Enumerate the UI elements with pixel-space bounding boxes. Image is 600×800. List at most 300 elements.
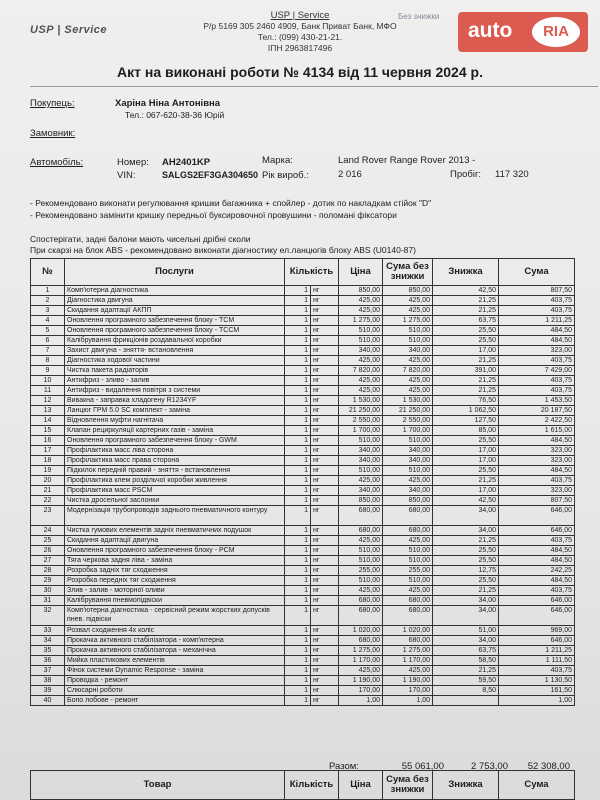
row-service: Розробка передніх тяг сходження <box>65 576 285 586</box>
row-unit: нг <box>311 566 339 576</box>
row-price: 255,00 <box>339 566 383 576</box>
row-discount <box>433 696 499 706</box>
table-row <box>31 506 575 526</box>
row-service: Захист двигуна - зняття- встановлення <box>65 346 285 356</box>
row-price: 510,00 <box>339 436 383 446</box>
row-service: Профілактика клем роздільчої коробки живлення <box>65 476 285 486</box>
row-quantity: 1 <box>285 476 311 486</box>
row-quantity: 1 <box>285 696 311 706</box>
row-sum-no-discount: 340,00 <box>383 456 433 466</box>
company-logo: USP | Service <box>30 24 108 36</box>
row-number: 6 <box>31 336 65 346</box>
row-number: 10 <box>31 376 65 386</box>
row-discount: 63,75 <box>433 646 499 656</box>
row-discount: 25,50 <box>433 326 499 336</box>
col-number-header: № <box>31 259 65 286</box>
row-unit: нг <box>311 406 339 416</box>
row-sum: 484,50 <box>499 436 575 446</box>
row-price: 425,00 <box>339 306 383 316</box>
row-service: Мийка пластикових елементів <box>65 656 285 666</box>
row-service: Оновлення програмного забезпечення блоку - PCM <box>65 546 285 556</box>
buyer-name: Харіна Ніна Антонівна <box>115 98 221 109</box>
row-sum-no-discount: 425,00 <box>383 356 433 366</box>
row-number: 15 <box>31 426 65 436</box>
row-number: 29 <box>31 576 65 586</box>
total-no-discount: 55 061,00 <box>401 761 444 772</box>
table-row <box>31 656 575 666</box>
row-price: 1,00 <box>339 696 383 706</box>
row-sum-no-discount: 425,00 <box>383 666 433 676</box>
row-sum: 646,00 <box>499 506 575 526</box>
row-service: Калібрування пневмопідвіски <box>65 596 285 606</box>
row-number: 37 <box>31 666 65 676</box>
row-sum-no-discount: 425,00 <box>383 386 433 396</box>
row-number: 11 <box>31 386 65 396</box>
row-discount: 391,00 <box>433 366 499 376</box>
row-unit: нг <box>311 666 339 676</box>
row-number: 23 <box>31 506 65 526</box>
row-sum-no-discount: 425,00 <box>383 586 433 596</box>
row-unit: нг <box>311 346 339 356</box>
row-price: 680,00 <box>339 596 383 606</box>
row-unit: нг <box>311 396 339 406</box>
row-quantity: 1 <box>285 366 311 376</box>
row-number: 25 <box>31 536 65 546</box>
table-row <box>31 466 575 476</box>
row-sum: 484,50 <box>499 546 575 556</box>
row-number: 34 <box>31 636 65 646</box>
row-sum-no-discount: 850,00 <box>383 496 433 506</box>
row-quantity: 1 <box>285 496 311 506</box>
row-sum: 403,75 <box>499 666 575 676</box>
row-service: Чистка гумових елементів задніх пневматичних подушок <box>65 526 285 536</box>
row-price: 425,00 <box>339 476 383 486</box>
row-quantity: 1 <box>285 346 311 356</box>
row-quantity: 1 <box>285 626 311 636</box>
row-service: Розвал сходження 4х коліс <box>65 626 285 636</box>
company-phone: Тел.: (099) 430-21-21. <box>257 32 343 42</box>
row-discount: 25,50 <box>433 336 499 346</box>
row-price: 425,00 <box>339 296 383 306</box>
row-price: 510,00 <box>339 326 383 336</box>
row-sum-no-discount: 425,00 <box>383 296 433 306</box>
row-sum-no-discount: 680,00 <box>383 526 433 536</box>
row-quantity: 1 <box>285 296 311 306</box>
row-discount: 34,00 <box>433 596 499 606</box>
row-discount: 25,50 <box>433 466 499 476</box>
row-unit: нг <box>311 686 339 696</box>
row-sum: 403,75 <box>499 296 575 306</box>
row-sum-no-discount: 170,00 <box>383 686 433 696</box>
row-price: 425,00 <box>339 666 383 676</box>
row-price: 21 250,00 <box>339 406 383 416</box>
row-price: 1 275,00 <box>339 316 383 326</box>
row-discount: 34,00 <box>433 606 499 626</box>
row-quantity: 1 <box>285 416 311 426</box>
row-service: Прокачка активного стабілізатора - комп'ютерна <box>65 636 285 646</box>
goods-col-sum-no-discount: Сума без знижки <box>383 771 433 800</box>
row-sum-no-discount: 425,00 <box>383 306 433 316</box>
row-price: 680,00 <box>339 506 383 526</box>
table-row <box>31 496 575 506</box>
tax-id: ІПН 2963817496 <box>267 43 333 53</box>
vin-label: VIN: <box>117 170 136 181</box>
row-sum-no-discount: 510,00 <box>383 556 433 566</box>
table-row <box>31 566 575 576</box>
row-price: 680,00 <box>339 636 383 646</box>
row-service: Комп'ютерна діагностика <box>65 286 285 296</box>
row-quantity: 1 <box>285 446 311 456</box>
col-sum-no-discount-header: Сума без знижки <box>383 259 433 286</box>
row-sum-no-discount: 1 700,00 <box>383 426 433 436</box>
table-row <box>31 316 575 326</box>
ria-logo: RIA <box>532 17 580 47</box>
row-number: 14 <box>31 416 65 426</box>
row-number: 24 <box>31 526 65 536</box>
row-sum: 1 453,50 <box>499 396 575 406</box>
row-quantity: 1 <box>285 436 311 446</box>
row-price: 850,00 <box>339 286 383 296</box>
row-unit: нг <box>311 496 339 506</box>
row-discount: 21,25 <box>433 386 499 396</box>
row-price: 340,00 <box>339 486 383 496</box>
row-number: 5 <box>31 326 65 336</box>
row-sum: 484,50 <box>499 576 575 586</box>
row-discount: 34,00 <box>433 636 499 646</box>
row-price: 7 820,00 <box>339 366 383 376</box>
table-row <box>31 446 575 456</box>
row-sum: 161,50 <box>499 686 575 696</box>
row-sum: 1 130,50 <box>499 676 575 686</box>
row-price: 425,00 <box>339 376 383 386</box>
col-price-header: Ціна <box>339 259 383 286</box>
row-number: 1 <box>31 286 65 296</box>
row-price: 1 700,00 <box>339 426 383 436</box>
row-price: 510,00 <box>339 576 383 586</box>
row-discount: 127,50 <box>433 416 499 426</box>
row-discount: 17,00 <box>433 446 499 456</box>
goods-col-price: Ціна <box>339 771 383 800</box>
row-service: Профілактика масс PSCM <box>65 486 285 496</box>
row-service: Відновлення муфти нагнітача <box>65 416 285 426</box>
row-unit: нг <box>311 626 339 636</box>
title-divider <box>30 86 598 87</box>
row-sum-no-discount: 1 275,00 <box>383 646 433 656</box>
company-name: USP | Service <box>270 10 330 21</box>
row-quantity: 1 <box>285 396 311 406</box>
row-quantity: 1 <box>285 426 311 436</box>
row-quantity: 1 <box>285 306 311 316</box>
row-sum: 403,75 <box>499 376 575 386</box>
row-service: Проводка - ремонт <box>65 676 285 686</box>
row-unit: нг <box>311 446 339 456</box>
row-quantity: 1 <box>285 376 311 386</box>
row-discount: 59,50 <box>433 676 499 686</box>
col-sum-header: Сума <box>499 259 575 286</box>
row-price: 680,00 <box>339 606 383 626</box>
table-row <box>31 586 575 596</box>
vin-number: SALGS2EF3GA304650 <box>162 170 259 180</box>
row-price: 850,00 <box>339 496 383 506</box>
row-sum: 1 211,25 <box>499 316 575 326</box>
row-quantity: 1 <box>285 466 311 476</box>
row-quantity: 1 <box>285 646 311 656</box>
table-row <box>31 556 575 566</box>
row-discount: 17,00 <box>433 346 499 356</box>
row-sum-no-discount: 510,00 <box>383 326 433 336</box>
row-unit: нг <box>311 676 339 686</box>
table-row <box>31 456 575 466</box>
row-unit: нг <box>311 476 339 486</box>
row-quantity: 1 <box>285 336 311 346</box>
row-number: 9 <box>31 366 65 376</box>
row-discount: 58,50 <box>433 656 499 666</box>
row-discount: 21,25 <box>433 356 499 366</box>
row-service: Підкилок передній правий - зняття - встановлення <box>65 466 285 476</box>
row-sum-no-discount: 1 275,00 <box>383 316 433 326</box>
table-row <box>31 576 575 586</box>
row-sum-no-discount: 510,00 <box>383 466 433 476</box>
row-sum-no-discount: 850,00 <box>383 286 433 296</box>
row-number: 17 <box>31 446 65 456</box>
goods-header-row <box>31 771 575 800</box>
col-service-header: Послуги <box>65 259 285 286</box>
row-quantity: 1 <box>285 406 311 416</box>
row-number: 13 <box>31 406 65 416</box>
row-service: Антифриз - видалення повітря з системи <box>65 386 285 396</box>
row-discount: 17,00 <box>433 486 499 496</box>
row-service: Оновлення програмного забезпечення блоку - TCM <box>65 316 285 326</box>
row-quantity: 1 <box>285 586 311 596</box>
table-row <box>31 286 575 296</box>
total-discount: 2 753,00 <box>471 761 508 772</box>
row-service: Скидання адаптації АКПП <box>65 306 285 316</box>
row-service: Чистка дросельної заслонки <box>65 496 285 506</box>
row-number: 40 <box>31 696 65 706</box>
row-number: 32 <box>31 606 65 626</box>
row-price: 425,00 <box>339 386 383 396</box>
note-2: - Рекомендовано замінити кришку передньої буксировочної провушини - поломані фіксатори <box>30 210 397 220</box>
row-sum-no-discount: 680,00 <box>383 596 433 606</box>
row-sum-no-discount: 680,00 <box>383 506 433 526</box>
row-sum: 646,00 <box>499 636 575 646</box>
row-number: 39 <box>31 686 65 696</box>
table-row <box>31 426 575 436</box>
row-sum: 969,00 <box>499 626 575 636</box>
row-price: 170,00 <box>339 686 383 696</box>
note-1: - Рекомендовано виконати регулювання кришки багажника + спойлер - дотик по накладкам стійок "D" <box>30 198 432 208</box>
row-quantity: 1 <box>285 656 311 666</box>
row-quantity: 1 <box>285 486 311 496</box>
table-row <box>31 336 575 346</box>
row-sum-no-discount: 425,00 <box>383 536 433 546</box>
table-row <box>31 476 575 486</box>
row-service: Комп'ютерна діагностика - сервісний режим жорстких допусків пнев. підвіски <box>65 606 285 626</box>
row-unit: нг <box>311 636 339 646</box>
table-row <box>31 346 575 356</box>
row-quantity: 1 <box>285 456 311 466</box>
row-unit: нг <box>311 466 339 476</box>
row-unit: нг <box>311 596 339 606</box>
row-sum-no-discount: 255,00 <box>383 566 433 576</box>
row-price: 510,00 <box>339 336 383 346</box>
row-price: 1 170,00 <box>339 656 383 666</box>
row-sum-no-discount: 1 190,00 <box>383 676 433 686</box>
row-sum-no-discount: 1 530,00 <box>383 396 433 406</box>
row-price: 425,00 <box>339 586 383 596</box>
row-unit: нг <box>311 646 339 656</box>
row-discount: 8,50 <box>433 686 499 696</box>
row-unit: нг <box>311 296 339 306</box>
row-quantity: 1 <box>285 666 311 676</box>
row-unit: нг <box>311 356 339 366</box>
row-quantity: 1 <box>285 676 311 686</box>
buyer-phone: Тел.: 067-620-38-36 Юрій <box>125 110 225 120</box>
bank-details: Р/р 5169 305 2460 4909, Банк Приват Банк, МФО <box>203 21 397 31</box>
row-service: Прокачка активного стабілізатора - механічна <box>65 646 285 656</box>
table-header-row <box>31 259 575 286</box>
row-discount: 12,75 <box>433 566 499 576</box>
row-sum: 323,00 <box>499 486 575 496</box>
row-discount: 21,25 <box>433 476 499 486</box>
row-unit: нг <box>311 536 339 546</box>
row-discount: 25,50 <box>433 546 499 556</box>
row-price: 340,00 <box>339 456 383 466</box>
row-discount: 21,25 <box>433 306 499 316</box>
table-row <box>31 526 575 536</box>
row-unit: нг <box>311 506 339 526</box>
col-quantity-header: Кількість <box>285 259 339 286</box>
row-quantity: 1 <box>285 606 311 626</box>
row-service: Калібрування фрикціонів роздавальної коробки <box>65 336 285 346</box>
row-discount: 21,25 <box>433 586 499 596</box>
row-sum: 323,00 <box>499 456 575 466</box>
row-service: Чистка пакета радіаторів <box>65 366 285 376</box>
row-unit: нг <box>311 376 339 386</box>
row-sum-no-discount: 680,00 <box>383 606 433 626</box>
row-unit: нг <box>311 316 339 326</box>
row-sum: 7 429,00 <box>499 366 575 376</box>
row-number: 2 <box>31 296 65 306</box>
row-sum-no-discount: 2 550,00 <box>383 416 433 426</box>
row-number: 20 <box>31 476 65 486</box>
row-number: 8 <box>31 356 65 366</box>
row-price: 1 020,00 <box>339 626 383 636</box>
row-sum: 20 187,50 <box>499 406 575 416</box>
table-row <box>31 366 575 376</box>
row-quantity: 1 <box>285 326 311 336</box>
row-sum-no-discount: 340,00 <box>383 346 433 356</box>
row-discount: 34,00 <box>433 506 499 526</box>
row-quantity: 1 <box>285 556 311 566</box>
row-sum-no-discount: 425,00 <box>383 476 433 486</box>
goods-table <box>30 770 575 800</box>
row-number: 27 <box>31 556 65 566</box>
table-row <box>31 646 575 656</box>
row-unit: нг <box>311 656 339 666</box>
row-service: Оновлення програмного забезпечення блоку - TCCM <box>65 326 285 336</box>
row-discount: 34,00 <box>433 526 499 536</box>
row-sum: 1,00 <box>499 696 575 706</box>
row-discount: 42,50 <box>433 496 499 506</box>
row-quantity: 1 <box>285 316 311 326</box>
row-sum: 403,75 <box>499 536 575 546</box>
row-number: 31 <box>31 596 65 606</box>
row-quantity: 1 <box>285 506 311 526</box>
table-row <box>31 696 575 706</box>
row-unit: нг <box>311 336 339 346</box>
row-sum: 403,75 <box>499 586 575 596</box>
table-row <box>31 376 575 386</box>
row-sum: 403,75 <box>499 356 575 366</box>
row-unit: нг <box>311 526 339 536</box>
row-unit: нг <box>311 556 339 566</box>
row-sum-no-discount: 340,00 <box>383 486 433 496</box>
table-row <box>31 596 575 606</box>
row-quantity: 1 <box>285 526 311 536</box>
totals-label: Разом: <box>329 761 359 772</box>
row-price: 340,00 <box>339 346 383 356</box>
goods-col-sum: Сума <box>499 771 575 800</box>
plate-label: Номер: <box>117 157 149 168</box>
row-sum: 403,75 <box>499 386 575 396</box>
row-quantity: 1 <box>285 636 311 646</box>
row-service: Клапан рециркуляції картерних газів - заміна <box>65 426 285 436</box>
table-row <box>31 416 575 426</box>
row-number: 16 <box>31 436 65 446</box>
table-row <box>31 356 575 366</box>
row-unit: нг <box>311 286 339 296</box>
row-discount: 85,00 <box>433 426 499 436</box>
row-discount: 21,25 <box>433 376 499 386</box>
table-row <box>31 676 575 686</box>
row-quantity: 1 <box>285 386 311 396</box>
row-unit: нг <box>311 306 339 316</box>
row-price: 425,00 <box>339 356 383 366</box>
row-sum-no-discount: 1,00 <box>383 696 433 706</box>
row-service: Злив - залив - моторної оливи <box>65 586 285 596</box>
row-unit: нг <box>311 386 339 396</box>
row-number: 28 <box>31 566 65 576</box>
row-unit: нг <box>311 436 339 446</box>
row-discount: 17,00 <box>433 456 499 466</box>
row-sum: 403,75 <box>499 476 575 486</box>
table-row <box>31 626 575 636</box>
row-unit: нг <box>311 486 339 496</box>
row-quantity: 1 <box>285 686 311 696</box>
total-sum: 52 308,00 <box>527 761 570 772</box>
make-label: Марка: <box>262 155 293 166</box>
services-table <box>30 258 575 706</box>
row-sum: 242,25 <box>499 566 575 576</box>
row-number: 19 <box>31 466 65 476</box>
stamp-text: Без знижки <box>398 12 440 21</box>
row-sum: 1 615,00 <box>499 426 575 436</box>
row-quantity: 1 <box>285 566 311 576</box>
row-price: 2 550,00 <box>339 416 383 426</box>
row-unit: нг <box>311 586 339 596</box>
row-number: 12 <box>31 396 65 406</box>
row-service: Ланцюг ГРМ 5.0 SC комплект - заміна <box>65 406 285 416</box>
row-quantity: 1 <box>285 286 311 296</box>
row-sum-no-discount: 340,00 <box>383 446 433 456</box>
row-price: 1 275,00 <box>339 646 383 656</box>
row-number: 38 <box>31 676 65 686</box>
row-discount: 21,25 <box>433 296 499 306</box>
row-quantity: 1 <box>285 536 311 546</box>
row-service: Профілактика масс ліва сторона <box>65 446 285 456</box>
row-discount: 25,50 <box>433 576 499 586</box>
